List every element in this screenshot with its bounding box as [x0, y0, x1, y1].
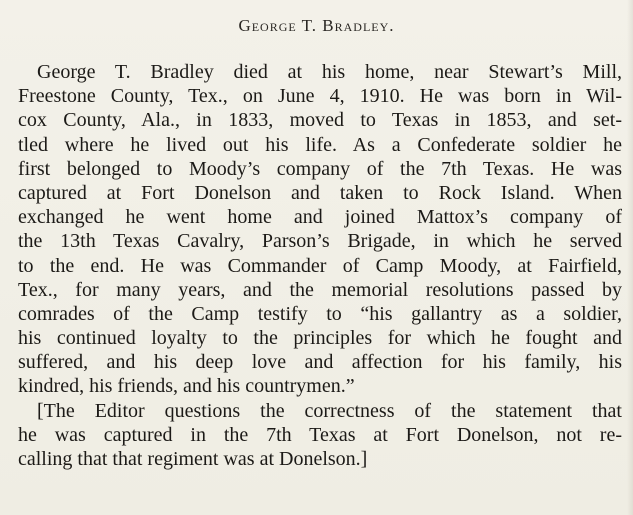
- text-line: tled where he lived out his life. As a Confederate soldier he: [18, 133, 622, 156]
- page-edge-shadow: [627, 0, 633, 515]
- text-line: his continued loyalty to the principles for which he fought and: [18, 327, 622, 350]
- text-line: [The Editor questions the correctness of the statement that: [37, 399, 622, 422]
- article-title: George T. Bradley.: [238, 16, 395, 35]
- paragraph-editor-note: [18, 399, 622, 472]
- text-line: kindred, his friends, and his countrymen.”: [18, 375, 355, 398]
- text-line: he was captured in the 7th Texas at Fort Donelson, not re-: [18, 423, 622, 446]
- text-line: suffered, and his deep love and affection for his family, his: [18, 351, 622, 374]
- text-line: calling that that regiment was at Donelson.]: [18, 448, 368, 470]
- text-line: George T. Bradley died at his home, near Stewart’s Mill,: [37, 61, 622, 83]
- text-line: first belonged to Moody’s company of the 7th Texas. He was: [18, 157, 622, 180]
- text-line: Freestone County, Tex., on June 4, 1910. He was born in Wil-: [18, 85, 622, 108]
- text-line: captured at Fort Donelson and taken to Rock Island. When: [18, 181, 622, 204]
- text-line: Tex., for many years, and the memorial resolutions passed by: [18, 278, 622, 301]
- article-body: [18, 60, 622, 471]
- paragraph-obituary: [18, 60, 622, 399]
- text-line: to the end. He was Commander of Camp Moody, at Fairfield,: [18, 254, 622, 277]
- text-line: comrades of the Camp testify to “his gallantry as a soldier,: [18, 302, 622, 325]
- text-line: exchanged he went home and joined Mattox’s company of: [18, 206, 622, 229]
- text-line: cox County, Ala., in 1833, moved to Texas in 1853, and set-: [18, 109, 622, 132]
- text-line: the 13th Texas Cavalry, Parson’s Brigade, in which he served: [18, 230, 622, 253]
